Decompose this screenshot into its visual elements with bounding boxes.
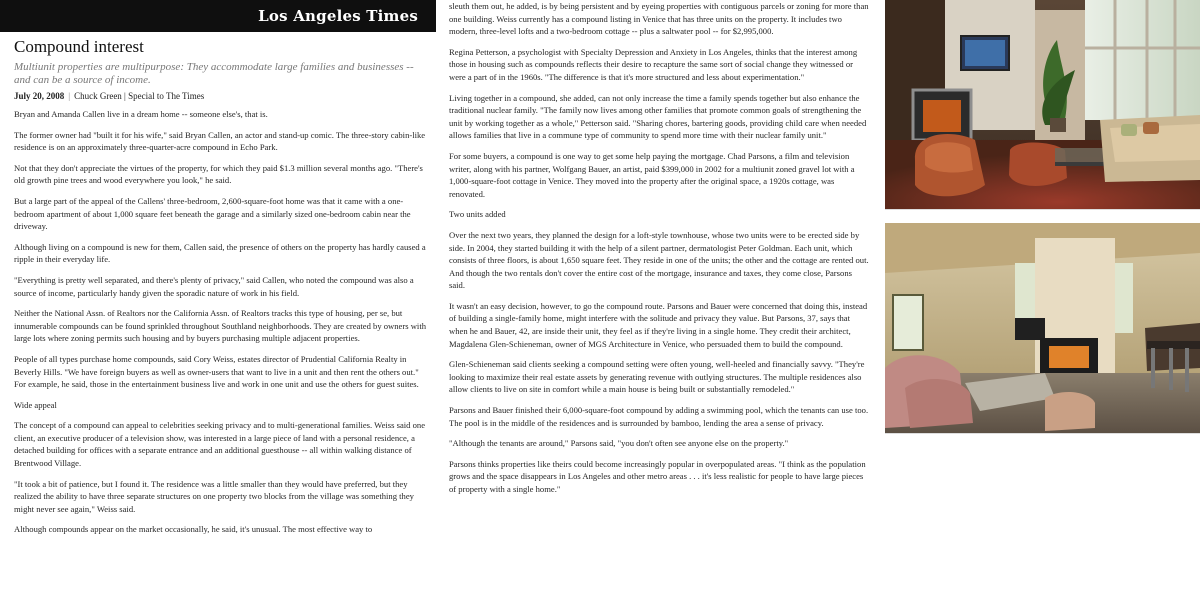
paragraph: Neither the National Assn. of Realtors nor the California Assn. of Realtors tracks this type of housing, per se, but innumerable compounds can be found sprinkled throughout Southland neighborhoods. They are created by owners with large lots where zoning permits such housing and by buyers purchasing multiple adjacent properties. bbox=[14, 308, 427, 344]
paragraph: Parsons thinks properties like theirs could become increasingly popular in overpopulated areas. "I think as the population grows and the space disappears in Los Angeles and other metro areas . . . it's less realistic for people to have large pieces of property with a single home." bbox=[449, 458, 866, 494]
paragraph: Bryan and Amanda Callen live in a dream home -- someone else's, that is. bbox=[14, 109, 268, 119]
loft-interior-photo bbox=[885, 223, 1200, 434]
paragraph: But a large part of the appeal of the Callens' three-bedroom, 2,600-square-foot home was that it came with a one-bedroom apartment of about 1,000 square feet beneath the garage and a similarly sized one-bedroom cabin near the driveway. bbox=[14, 195, 411, 232]
paragraph: People of all types purchase home compounds, said Cory Weiss, estates director of Prudential California Realty in Beverly Hills. "We have foreign buyers as well as owner-users that want to live in a unit and then rent the others out." For example, he said, those in the entertainment business live and work in one unit and use the others for guest suites. bbox=[14, 353, 419, 390]
paragraph: sleuth them out, he added, is by being persistent and by eyeing properties with contiguous parcels or zoning for more than one building. Weiss currently has a compound listing in Venice that has three units on the property. It includes two modern, three-level lofts and a two-bedroom cottage -- plus a saltwater pool -- for $2,995,000. bbox=[449, 1, 869, 37]
paragraph: The former owner had "built it for his wife," said Bryan Callen, an actor and stand-up comic. The three-story cabin-like residence is on an approximately three-quarter-acre compound in Echo Park. bbox=[14, 129, 426, 153]
headline: Compound interest bbox=[14, 37, 144, 56]
paragraph: Over the next two years, they planned the design for a loft-style townhouse, whose two units were to be erected side by side. In 2004, they started building it with the help of a silent partner, dermatologist Peter Goldman. Each unit, which consists of three floors, is about 1,650 square feet. They reside in one of the units; the other and the cottage are rented out. And though the two rentals don't cover the entire cost of the mortgage, insurance and taxes, they come close, Parsons said. bbox=[449, 229, 869, 291]
article-date: July 20, 2008 bbox=[14, 91, 65, 101]
subhead-wide-appeal: Wide appeal bbox=[14, 399, 57, 410]
paragraph: The concept of a compound can appeal to celebrities seeking privacy and to multi-generational families. Weiss said one client, an executive producer of a television show, was interested in a large piece of land with a personal residence, a detached building for offices with a separate entrance and an additional guesthouse -- all within walking distance of Brentwood Village. bbox=[14, 420, 426, 469]
article-author: Chuck Green | Special to The Times bbox=[74, 91, 205, 101]
byline-separator: | bbox=[68, 91, 71, 101]
article-deck: Multiunit properties are multipurpose: They accommodate large families and businesses -- and can be a source of income. bbox=[14, 61, 414, 86]
paragraph: "It took a bit of patience, but I found it. The residence was a little smaller than they would have preferred, but they realized the ability to have three separate structures on one property two blocks from the village was something they might never see again," Weiss said. bbox=[14, 478, 414, 514]
living-room-photo bbox=[885, 0, 1200, 210]
article-column-2 bbox=[449, 0, 869, 600]
subhead-two-units-added: Two units added bbox=[449, 209, 506, 220]
paragraph: Glen-Schieneman said clients seeking a compound setting were often young, well-heeled and financially savvy. "They're looking to maximize their real estate assets by generating revenue with outlying structures. The multiple residences also allow clients to live on site in comfort while a main house is being built or substantially remodeled." bbox=[449, 359, 865, 395]
paragraph: It wasn't an easy decision, however, to go the compound route. Parsons and Bauer were concerned that doing this, instead of building a single-family home, might interfere with the solitude and privacy they value. But Parsons, 37, says that when he and Bauer, 42, are inside their unit, they feel as if they're living in a single home. They credit their architect, Magdalena Glen-Schieneman, owner of MGS Architecture in Venice, who persuaded them to build the compound. bbox=[449, 300, 868, 349]
paragraph: Not that they don't appreciate the virtues of the property, for which they paid $1.3 million several months ago. "There's old growth pine trees and wood everywhere you look," he said. bbox=[14, 162, 423, 186]
paragraph: Although living on a compound is new for them, Callen said, the presence of others on the property has hardly caused a ripple in their everyday life. bbox=[14, 241, 426, 265]
paragraph: For some buyers, a compound is one way to get some help paying the mortgage. Chad Parsons, a film and television writer, along with his partner, Wolfgang Bauer, an artist, paid $399,000 in 2002 for a multiunit zoned gravel lot with a 1,000-square-foot cottage in Venice. They moved into the property after the original space, a 1920s cottage, was renovated. bbox=[449, 150, 855, 199]
paragraph: "Everything is pretty well separated, and there's plenty of privacy," said Callen, who noted the compound was also a source of income, particularly handy given the sporadic nature of work in his field. bbox=[14, 274, 414, 298]
byline bbox=[14, 91, 432, 101]
paragraph: Although compounds appear on the market occasionally, he said, it's unusual. The most effective way to bbox=[14, 524, 373, 535]
paragraph: "Although the tenants are around," Parsons said, "you don't often see anyone else on the property." bbox=[449, 438, 789, 449]
paragraph: Living together in a compound, she added, can not only increase the time a family spends together but also enhance the traditional nuclear family. "The family now lives among other families that promote common goals of strengthening the unit by working together as a whole," Petterson said. "Sharing chores, bartering goods, providing child care when needed allows families that live in a commune type of community to spend more time with their nuclear family unit." bbox=[449, 92, 867, 141]
loft-interior-photo-icon bbox=[885, 223, 1200, 433]
paragraph: Parsons and Bauer finished their 6,000-square-foot compound by adding a swimming pool, which the tenants can use too. The pool is in the middle of the residences and is surrounded by bamboo, lending the area a sense of privacy. bbox=[449, 405, 869, 428]
living-room-photo-icon bbox=[885, 0, 1200, 209]
masthead-logo[interactable]: Los Angeles Times bbox=[0, 0, 436, 32]
paragraph: Regina Petterson, a psychologist with Specialty Depression and Anxiety in Los Angeles, thinks that the interest among those in housing such as compounds reflects their desire to recapture the same sort of social change they witnessed or were a part of in the 1960s. "The difference is that it's more structured and less about experimentation." bbox=[449, 46, 858, 82]
article-column-1 bbox=[0, 0, 436, 600]
